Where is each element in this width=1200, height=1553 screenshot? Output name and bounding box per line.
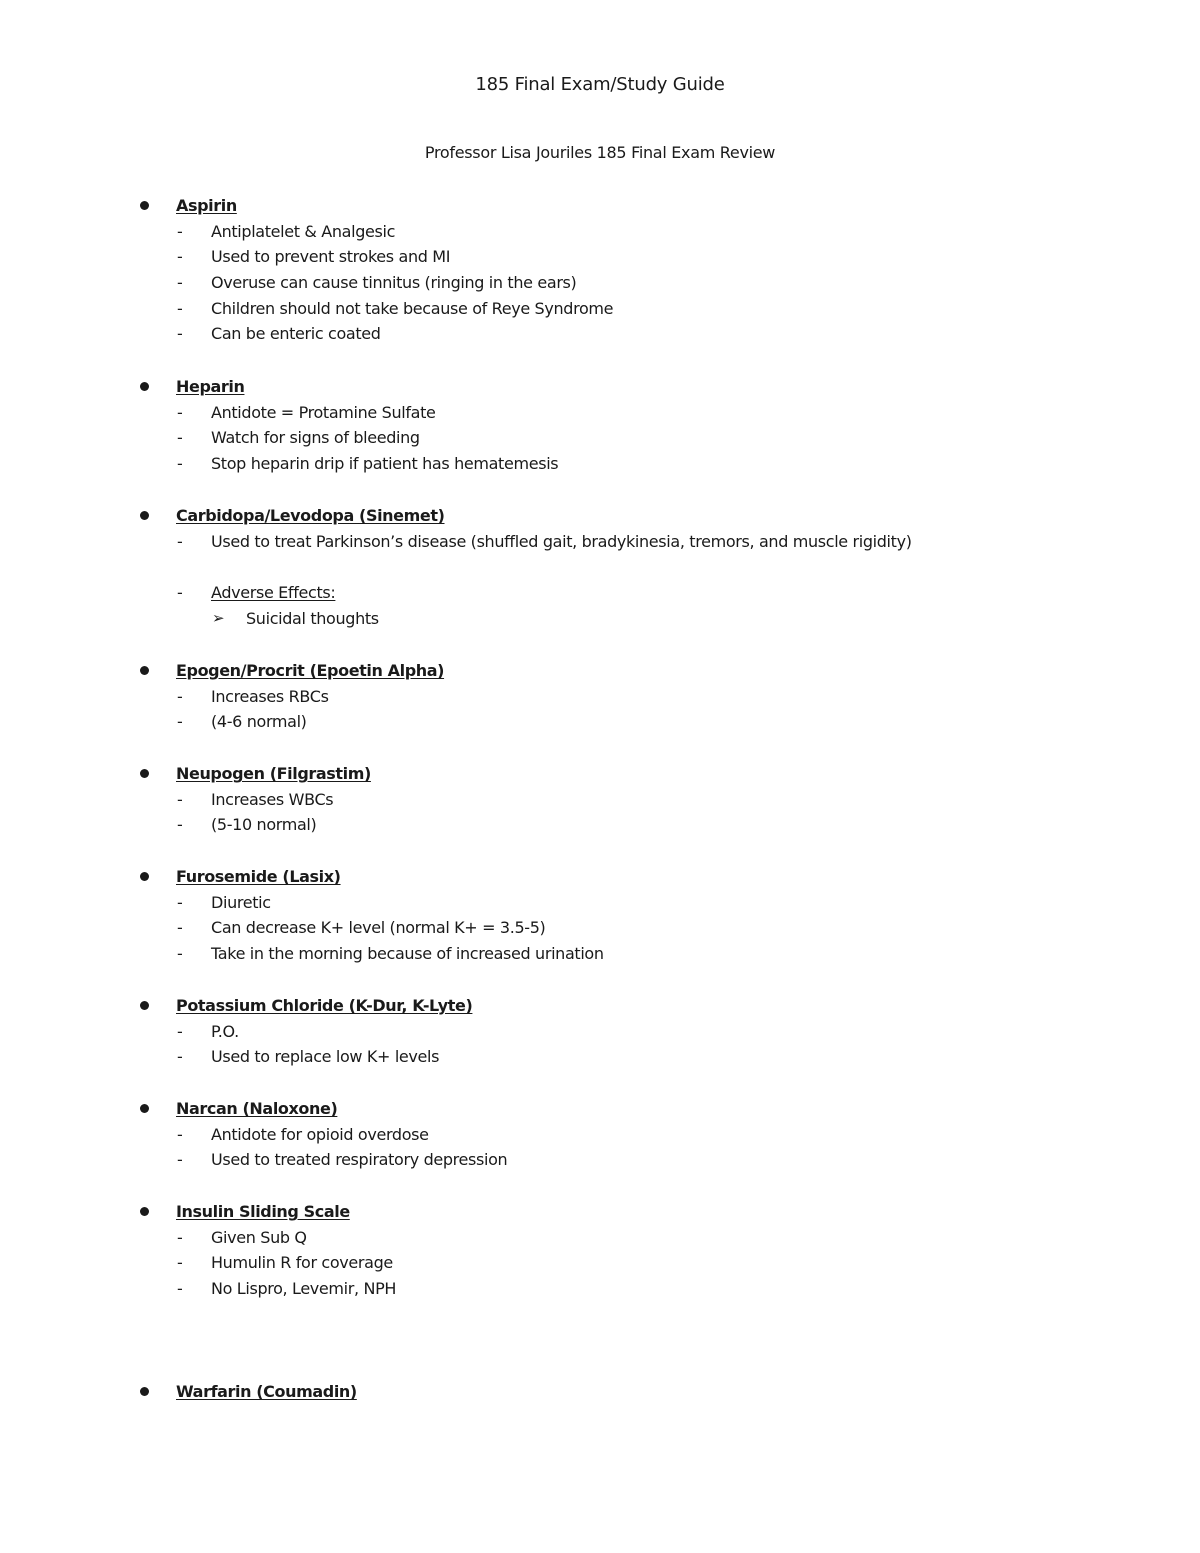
item-text: Antidote for opioid overdose	[211, 1124, 429, 1144]
item-text: Antidote = Protamine Sulfate	[211, 402, 436, 422]
section-epogen-procrit	[0, 658, 1200, 735]
section-insulin-sliding-scale	[0, 1199, 1200, 1302]
dash-icon: -	[177, 428, 183, 448]
section-furosemide	[0, 864, 1200, 967]
list-item	[0, 915, 1200, 941]
item-text: (5-10 normal)	[211, 815, 317, 835]
item-text: Used to prevent strokes and MI	[211, 247, 451, 267]
dash-icon: -	[177, 221, 183, 241]
item-text: Humulin R for coverage	[211, 1253, 393, 1273]
section-potassium-chloride	[0, 993, 1200, 1070]
section-narcan	[0, 1096, 1200, 1173]
section-heading: Heparin	[176, 377, 245, 396]
dash-icon: -	[177, 454, 183, 474]
section-warfarin	[0, 1379, 1200, 1405]
list-item	[0, 1122, 1200, 1148]
dash-icon: -	[177, 583, 183, 603]
list-item	[0, 709, 1200, 735]
adverse-effects-label: Adverse Effects:	[211, 583, 336, 603]
item-text: Antiplatelet & Analgesic	[211, 221, 396, 241]
dash-icon: -	[177, 247, 183, 267]
bullet-icon	[140, 872, 149, 881]
dash-icon: -	[177, 1124, 183, 1144]
item-text: Used to treat Parkinson’s disease (shuffled gait, bradykinesia, tremors, and muscle rigidity)	[211, 531, 912, 551]
section-heading: Carbidopa/Levodopa (Sinemet)	[176, 506, 445, 525]
item-text: No Lispro, Levemir, NPH	[211, 1279, 397, 1299]
dash-icon: -	[177, 712, 183, 732]
list-item	[0, 1019, 1200, 1045]
list-item	[0, 812, 1200, 838]
section-heading: Aspirin	[176, 196, 237, 215]
section-heading: Warfarin (Coumadin)	[176, 1382, 357, 1401]
section-aspirin	[0, 193, 1200, 347]
item-text: Overuse can cause tinnitus (ringing in the ears)	[211, 273, 577, 293]
list-item	[0, 580, 1200, 606]
section-heading: Potassium Chloride (K-Dur, K-Lyte)	[176, 996, 473, 1015]
dash-icon: -	[177, 1047, 183, 1067]
dash-icon: -	[177, 1021, 183, 1041]
sub-item-text: Suicidal thoughts	[246, 608, 379, 628]
section-heading: Neupogen (Filgrastim)	[176, 764, 371, 783]
section-carbidopa-levodopa	[0, 503, 1200, 631]
section-heading: Furosemide (Lasix)	[176, 867, 341, 886]
bullet-icon	[140, 201, 149, 210]
bullet-icon	[140, 1207, 149, 1216]
list-item	[0, 451, 1200, 477]
section-neupogen	[0, 761, 1200, 838]
dash-icon: -	[177, 273, 183, 293]
dash-icon: -	[177, 789, 183, 809]
dash-icon: -	[177, 686, 183, 706]
item-text: Can decrease K+ level (normal K+ = 3.5-5)	[211, 918, 546, 938]
item-text: Stop heparin drip if patient has hematemesis	[211, 454, 559, 474]
item-text: Can be enteric coated	[211, 324, 381, 344]
item-text: (4-6 normal)	[211, 712, 307, 732]
bullet-icon	[140, 1001, 149, 1010]
item-text: Watch for signs of bleeding	[211, 428, 420, 448]
list-item	[0, 321, 1200, 347]
dash-icon: -	[177, 918, 183, 938]
list-item	[0, 244, 1200, 270]
list-item	[0, 787, 1200, 813]
item-text: P.O.	[211, 1021, 239, 1041]
dash-icon: -	[177, 324, 183, 344]
section-heading: Epogen/Procrit (Epoetin Alpha)	[176, 661, 445, 680]
dash-icon: -	[177, 892, 183, 912]
list-item	[0, 270, 1200, 296]
document-subtitle: Professor Lisa Jouriles 185 Final Exam Review	[424, 143, 776, 162]
item-text: Increases RBCs	[211, 686, 329, 706]
item-text: Given Sub Q	[211, 1227, 307, 1247]
dash-icon: -	[177, 1150, 183, 1170]
sub-list-item	[0, 606, 1200, 632]
dash-icon: -	[177, 1253, 183, 1273]
bullet-icon	[140, 666, 149, 675]
item-text: Used to treated respiratory depression	[211, 1150, 508, 1170]
list-item	[0, 890, 1200, 916]
item-text: Used to replace low K+ levels	[211, 1047, 440, 1067]
bullet-icon	[140, 511, 149, 520]
arrow-bullet-icon: ➢	[212, 608, 225, 627]
dash-icon: -	[177, 402, 183, 422]
list-item	[0, 529, 1200, 555]
bullet-icon	[140, 1104, 149, 1113]
dash-icon: -	[177, 1227, 183, 1247]
list-item	[0, 1044, 1200, 1070]
list-item	[0, 941, 1200, 967]
section-heading: Insulin Sliding Scale	[176, 1202, 350, 1221]
item-text: Children should not take because of Reye Syndrome	[211, 298, 614, 318]
list-item	[0, 400, 1200, 426]
item-text: Increases WBCs	[211, 789, 334, 809]
section-heparin	[0, 374, 1200, 477]
item-text: Diuretic	[211, 892, 271, 912]
list-item	[0, 296, 1200, 322]
list-item	[0, 1147, 1200, 1173]
list-item	[0, 425, 1200, 451]
document-title: 185 Final Exam/Study Guide	[475, 74, 725, 95]
bullet-icon	[140, 1387, 149, 1396]
list-item	[0, 1276, 1200, 1302]
dash-icon: -	[177, 944, 183, 964]
dash-icon: -	[177, 298, 183, 318]
dash-icon: -	[177, 815, 183, 835]
dash-icon: -	[177, 1279, 183, 1299]
section-heading: Narcan (Naloxone)	[176, 1099, 338, 1118]
dash-icon: -	[177, 531, 183, 551]
list-item	[0, 1250, 1200, 1276]
list-item	[0, 219, 1200, 245]
bullet-icon	[140, 769, 149, 778]
bullet-icon	[140, 382, 149, 391]
item-text: Take in the morning because of increased urination	[211, 944, 604, 964]
list-item	[0, 684, 1200, 710]
list-item	[0, 1225, 1200, 1251]
